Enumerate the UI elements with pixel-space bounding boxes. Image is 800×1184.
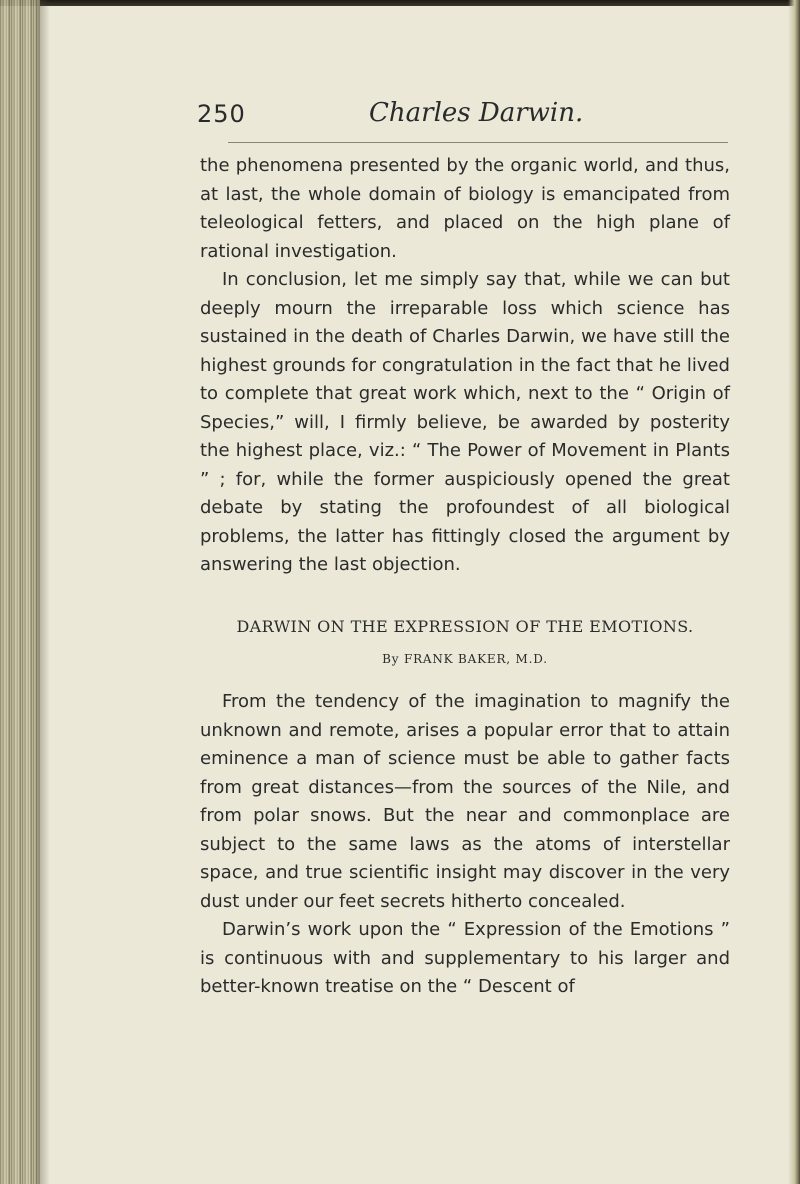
header-rule bbox=[228, 142, 728, 143]
section-text bbox=[200, 688, 730, 1002]
paragraph: Darwin’s work upon the “ Expression of the Emotions ” is continuous with and supplementary to his larger and better-known treatise on the “ Descent of bbox=[200, 919, 730, 997]
section-title: DARWIN ON THE EXPRESSION OF THE EMOTIONS. bbox=[236, 617, 694, 636]
page-top-edge bbox=[0, 0, 800, 6]
page-header bbox=[197, 100, 737, 140]
binding-shadow bbox=[36, 0, 50, 1184]
page-number: 250 bbox=[197, 100, 246, 128]
paragraph: From the tendency of the imagination to magnify the unknown and remote, arises a popular error that to attain eminence a man of science must be able to gather facts from great distances—from the sources of the Nile, and from polar snows. But the near and commonplace are subject to the same laws as the atoms of interstellar space, and true scientific insight may discover in the very dust under our feet secrets hitherto concealed. bbox=[200, 691, 730, 912]
paragraph: the phenomena presented by the organic world, and thus, at last, the whole domain of biology is emancipated from teleological fetters, and placed on the high plane of rational investigation. bbox=[200, 155, 730, 262]
author-byline: By FRANK BAKER, M.D. bbox=[382, 652, 548, 666]
book-binding bbox=[0, 0, 40, 1184]
paragraph: In conclusion, let me simply say that, while we can but deeply mourn the irreparable loss which science has sustained in the death of Charles Darwin, we have still the highest grounds for congratulation in the fact that he lived to complete that great work which, next to the “ Origin of Species,” will, I firmly believe, be awarded by posterity the highest place, viz.: “ The Power of Movement in Plants ” ; for, while the former auspiciously opened the great debate by stating the profoundest of all biological problems, the latter has fittingly closed the argument by answering the last objection. bbox=[200, 269, 730, 575]
continuation-text bbox=[200, 152, 730, 580]
running-head: Charles Darwin. bbox=[369, 98, 584, 128]
page-right-edge bbox=[788, 0, 800, 1184]
